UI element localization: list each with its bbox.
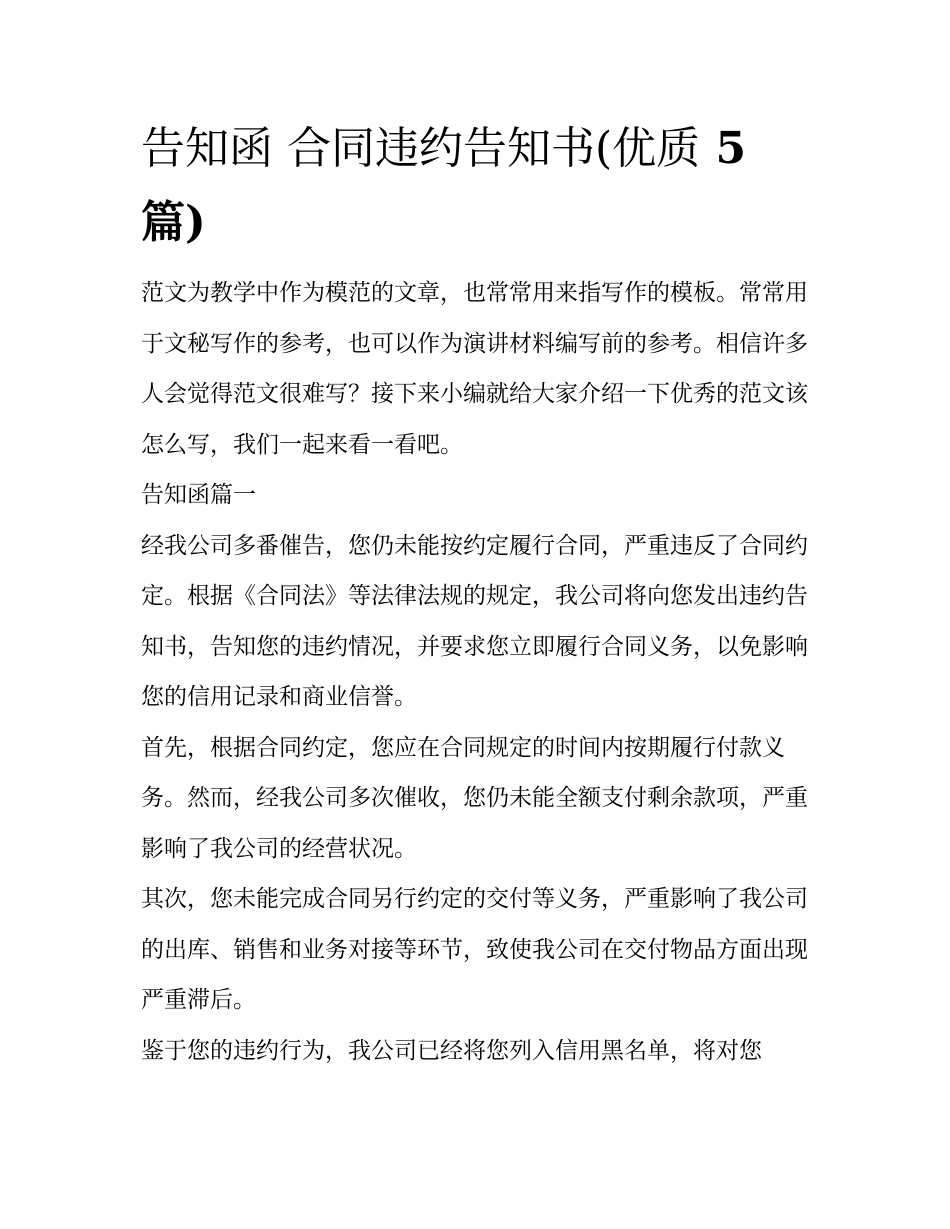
document-title xyxy=(141,112,813,260)
intro-paragraph: 范文为教学中作为模范的文章，也常常用来指写作的模板。常常用于文秘写作的参考，也可以作为演讲材料编写前的参考。相信许多人会觉得范文很难写？接下来小编就给大家介绍一下优秀的范文该怎么写，我们一起来看一看吧。 xyxy=(141,280,808,458)
document-body xyxy=(141,112,813,1076)
body-paragraph-3: 其次，您未能完成合同另行约定的交付等义务，严重影响了我公司的出库、销售和业务对接等环节，致使我公司在交付物品方面出现严重滞后。 xyxy=(141,886,808,1013)
title-text-part2: 优质 xyxy=(612,123,701,174)
title-text-part1: 告知函 合同违约告知书( xyxy=(141,123,613,174)
body-paragraph-4: 鉴于您的违约行为，我公司已经将您列入信用黑名单，将对您 xyxy=(141,1037,762,1064)
body-paragraph-2: 首先，根据合同约定，您应在合同规定的时间内按期履行付款义务。然而，经我公司多次催收，您仍未能全额支付剩余款项，严重影响了我公司的经营状况。 xyxy=(141,734,808,862)
body-paragraph-1: 经我公司多番催告，您仍未能按约定履行合同，严重违反了合同约定。根据《合同法》等法律法规的规定，我公司将向您发出违约告知书，告知您的违约情况，并要求您立即履行合同义务，以免影响您的信用记录和商业信誉。 xyxy=(141,532,808,710)
title-text-part3: 5 篇) xyxy=(141,123,747,248)
section-heading: 告知函篇一 xyxy=(141,482,256,508)
